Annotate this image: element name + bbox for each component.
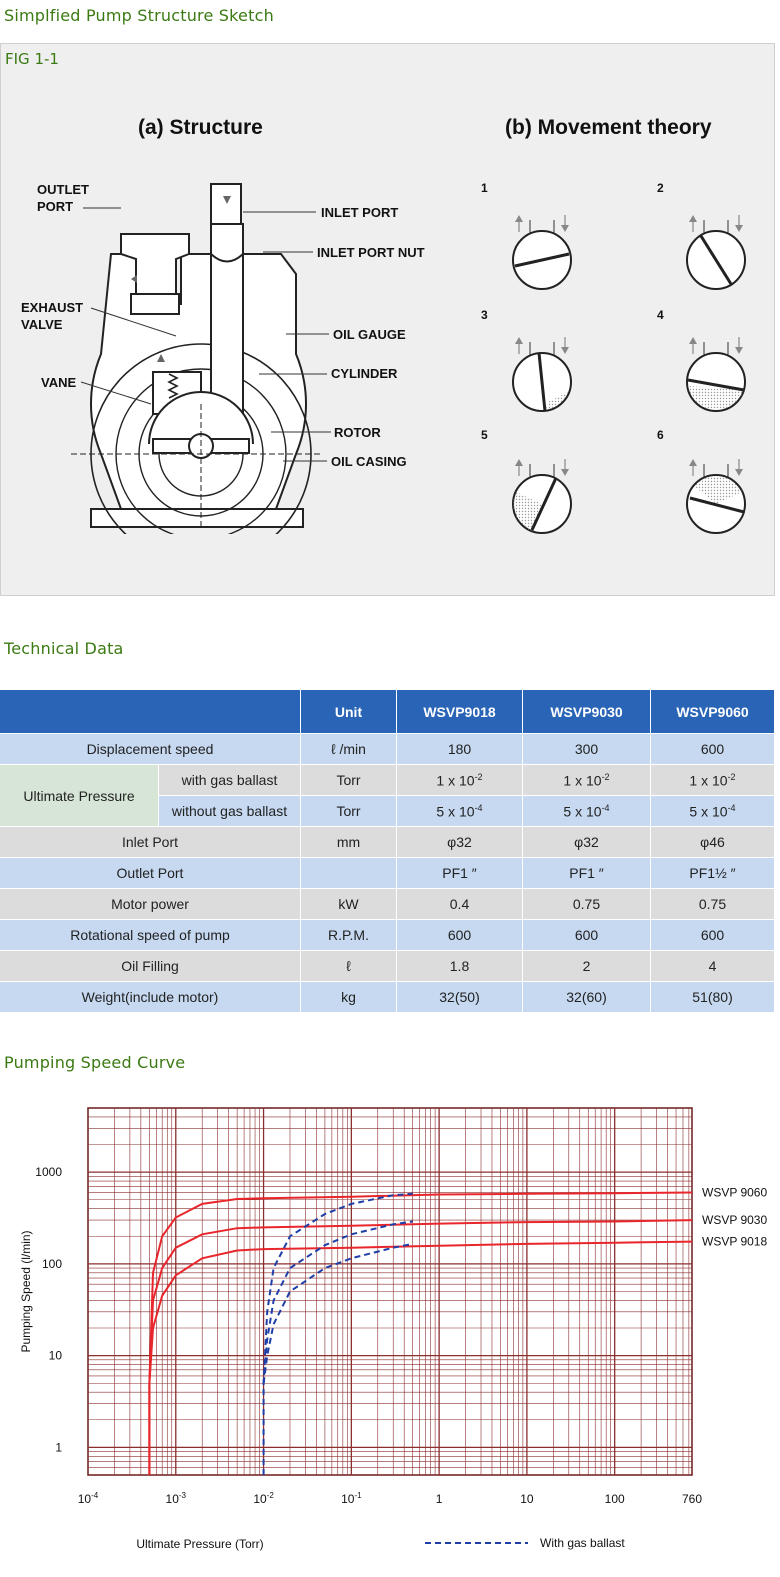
series-label: WSVP 9018 (702, 1234, 768, 1249)
label-oil-casing: OIL CASING (331, 454, 407, 469)
table-header-unit: Unit (301, 690, 397, 734)
y-tick-label: 1 (55, 1440, 62, 1455)
table-row (0, 920, 775, 951)
cell-value: 32(50) (397, 982, 523, 1013)
row-group-label: Ultimate Pressure (0, 765, 159, 827)
row-label: without gas ballast (159, 796, 301, 827)
tech-section-title: Technical Data (4, 639, 124, 658)
x-tick-label: $10^{-4}$ (77, 1491, 99, 1506)
cell-value: 5 x $10^{-4}$ (651, 796, 775, 827)
table-row (0, 889, 775, 920)
table-header-blank (0, 690, 301, 734)
x-tick-label: 10 (520, 1492, 534, 1506)
cell-value: 4 (651, 951, 775, 982)
x-axis-label: Ultimate Pressure (Torr) (136, 1537, 264, 1551)
table-header-model: WSVP9060 (651, 690, 775, 734)
row-label: Weight(include motor) (0, 982, 301, 1013)
label-inlet-port: INLET PORT (321, 205, 399, 220)
row-label: Rotational speed of pump (0, 920, 301, 951)
label-cylinder: CYLINDER (331, 366, 398, 381)
row-label: with gas ballast (159, 765, 301, 796)
row-unit: Torr (301, 765, 397, 796)
row-unit: Torr (301, 796, 397, 827)
row-label: Motor power (0, 889, 301, 920)
row-label: Displacement speed (0, 734, 301, 765)
cell-value: 1.8 (397, 951, 523, 982)
cell-value: φ32 (397, 827, 523, 858)
table-header-row (0, 690, 775, 734)
cell-value: 5 x $10^{-4}$ (523, 796, 651, 827)
cell-value: φ32 (523, 827, 651, 858)
table-header-model: WSVP9030 (523, 690, 651, 734)
label-inlet-port-nut: INLET PORT NUT (317, 245, 425, 260)
cell-value: 600 (523, 920, 651, 951)
cell-value: PF1½ ″ (651, 858, 775, 889)
movement-diagrams (1, 44, 776, 597)
row-label: Inlet Port (0, 827, 301, 858)
row-unit: mm (301, 827, 397, 858)
label-oil-gauge: OIL GAUGE (333, 327, 406, 342)
row-unit (301, 858, 397, 889)
x-tick-label: $10^{-2}$ (253, 1491, 274, 1506)
step-number: 1 (481, 181, 488, 195)
step-number: 5 (481, 428, 488, 442)
row-label: Outlet Port (0, 858, 301, 889)
cell-value: PF1 ″ (523, 858, 651, 889)
label-rotor: ROTOR (334, 425, 381, 440)
y-tick-label: 1000 (35, 1165, 62, 1180)
series-label: WSVP 9030 (702, 1213, 768, 1228)
cell-value: 600 (651, 734, 775, 765)
row-unit: kW (301, 889, 397, 920)
x-tick-label: $10^{-3}$ (165, 1491, 187, 1506)
fig-label: FIG 1-1 (5, 50, 59, 68)
pumping-speed-chart (0, 1090, 780, 1570)
cell-value: 5 x $10^{-4}$ (397, 796, 523, 827)
x-tick-label: 100 (604, 1492, 625, 1506)
figure-panel (0, 43, 775, 596)
label-outlet-port: OUTLET PORT (37, 182, 89, 214)
cell-value: 180 (397, 734, 523, 765)
cell-value: 51(80) (651, 982, 775, 1013)
table-row (0, 858, 775, 889)
cell-value: 300 (523, 734, 651, 765)
curve-section-title: Pumping Speed Curve (4, 1053, 186, 1072)
table-header-model: WSVP9018 (397, 690, 523, 734)
step-number: 3 (481, 308, 488, 322)
x-tick-label: $10^{-1}$ (341, 1491, 362, 1506)
cell-value: 0.75 (651, 889, 775, 920)
y-axis-label: Pumping Speed (l/min) (19, 1230, 33, 1353)
legend-label: With gas ballast (540, 1536, 625, 1550)
cell-value: 0.75 (523, 889, 651, 920)
label-vane: VANE (41, 375, 77, 390)
series-label: WSVP 9060 (702, 1185, 768, 1200)
table-row (0, 982, 775, 1013)
table-row (0, 734, 775, 765)
tech-data-table (0, 690, 775, 1013)
row-unit: ℓ (301, 951, 397, 982)
step-number: 2 (657, 181, 664, 195)
cell-value: 0.4 (397, 889, 523, 920)
row-unit: R.P.M. (301, 920, 397, 951)
label-exhaust-valve: EXHAUST VALVE (21, 300, 84, 332)
cell-value: 1 x $10^{-2}$ (651, 765, 775, 796)
cell-value: 600 (397, 920, 523, 951)
cell-value: 1 x $10^{-2}$ (523, 765, 651, 796)
cell-value: PF1 ″ (397, 858, 523, 889)
cell-value: 2 (523, 951, 651, 982)
sketch-section-title: Simplfied Pump Structure Sketch (4, 6, 274, 25)
step-number: 4 (657, 308, 664, 322)
row-unit: ℓ /min (301, 734, 397, 765)
y-tick-label: 100 (41, 1256, 62, 1271)
table-row (0, 827, 775, 858)
table-row (0, 951, 775, 982)
cell-value: 32(60) (523, 982, 651, 1013)
cell-value: 600 (651, 920, 775, 951)
table-row (0, 765, 775, 796)
x-tick-label: 760 (681, 1492, 703, 1506)
cell-value: φ46 (651, 827, 775, 858)
y-tick-label: 10 (48, 1348, 62, 1363)
x-tick-label: 1 (435, 1492, 443, 1506)
row-label: Oil Filling (0, 951, 301, 982)
step-number: 6 (657, 428, 664, 442)
structure-title: (a) Structure (138, 116, 263, 139)
row-unit: kg (301, 982, 397, 1013)
movement-title: (b) Movement theory (505, 116, 712, 139)
cell-value: 1 x $10^{-2}$ (397, 765, 523, 796)
